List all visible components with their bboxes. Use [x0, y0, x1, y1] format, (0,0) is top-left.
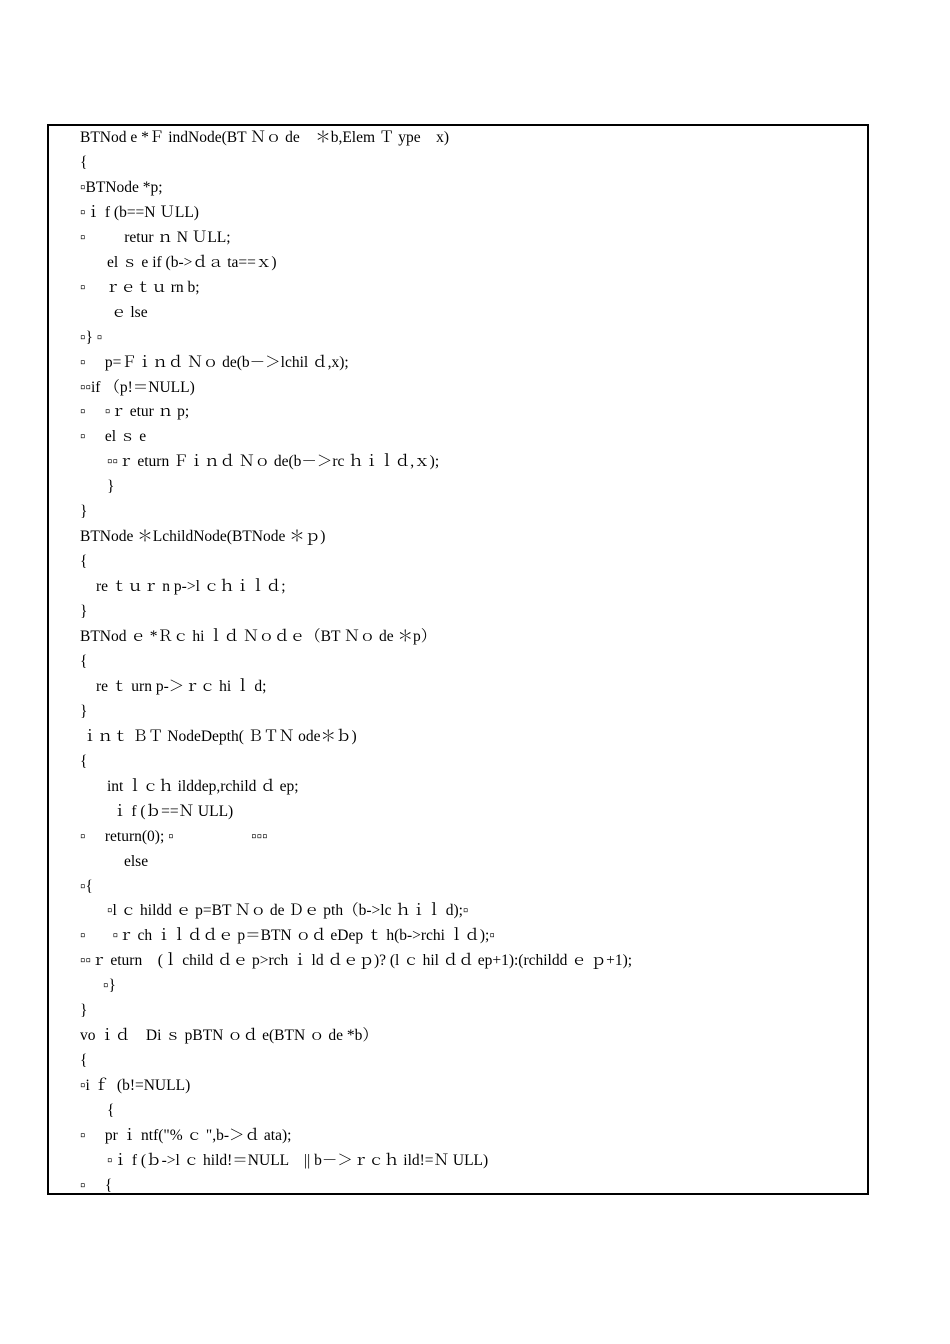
code-line: ▫l ｃ hildd ｅ p=BT Ｎｏ de Ｄｅ pth（b->lc ｈｉｌ d);▫: [107, 902, 469, 920]
code-line: ▫{: [80, 877, 93, 895]
code-line: ▫ ▫ｒ ch ｉｌｄｄｅ p＝BTN ｏｄ eDep ｔ h(b->rchi ｌｄ);▫: [80, 927, 495, 945]
code-line: }: [107, 478, 115, 496]
code-line: ｅ lse: [111, 303, 148, 321]
code-line: {: [80, 752, 88, 770]
code-line: ▫ p=Ｆｉｎｄ Ｎｏ de(b－＞lchil ｄ,x);: [80, 353, 349, 371]
code-line: re ｔ urn p-＞ｒｃ hi ｌ d;: [96, 677, 267, 695]
code-line: BTNod ｅ *Ｒｃ hi ｌｄ Ｎｏｄｅ（BT Ｎｏ de ＊p）: [80, 628, 437, 645]
code-line: ｉｎｔ ＢＴ NodeDepth( ＢＴＮ ode＊ｂ): [82, 727, 357, 745]
code-line: {: [107, 1102, 115, 1120]
code-line: int ｌｃｈ ilddep,rchild ｄ ep;: [107, 777, 299, 795]
code-line: ▫ ▫ｒ etur ｎ p;: [80, 403, 190, 421]
code-line: ｉ f (ｂ==Ｎ ULL): [112, 802, 234, 820]
code-line: {: [80, 153, 88, 171]
code-line: ▫ｉ f (ｂ->l ｃ hild!＝NULL || b－＞ｒｃｈ ild!=Ｎ ULL): [107, 1151, 489, 1169]
code-line: el ｓ e if (b->ｄａ ta==ｘ): [107, 253, 277, 271]
code-line: ▫ ｒｅｔｕ rn b;: [80, 278, 200, 296]
code-line: BTNode ＊LchildNode(BTNode ＊ｐ): [80, 528, 326, 546]
code-line: ▫▫ｒ eturn Ｆｉｎｄ Ｎｏ de(b－＞rc ｈｉｌｄ,ｘ);: [107, 453, 440, 471]
code-line: ▫ el ｓ e: [80, 428, 147, 446]
code-line: }: [80, 1002, 88, 1020]
code-line: ▫ return(0); ▫ ▫▫▫: [80, 827, 268, 845]
code-line: BTNod e *Ｆ indNode(BT Ｎｏ de ＊b,Elem Ｔ ype x): [80, 129, 450, 146]
code-line: ▫ retur ｎ N ＵLL;: [80, 228, 231, 246]
code-line: {: [80, 652, 88, 670]
code-line: ▫} ▫: [80, 328, 103, 346]
code-line: {: [80, 1052, 88, 1070]
code-line: ▫ {: [80, 1176, 113, 1194]
code-line: }: [80, 503, 88, 521]
code-line: ▫ｉ f (b==N ＵLL): [80, 203, 199, 221]
code-line: }: [80, 603, 88, 621]
code-line: }: [80, 702, 88, 720]
code-line: re ｔｕｒ n p->l ｃｈｉｌｄ;: [96, 578, 286, 596]
code-line: {: [80, 553, 88, 571]
code-line: ▫i ｆ (b!=NULL): [80, 1077, 191, 1095]
code-line: ▫BTNode *p;: [80, 178, 163, 196]
code-line: ▫▫if （p!＝NULL): [80, 378, 195, 396]
code-line: else: [124, 852, 149, 870]
code-line: ▫ pr ｉ ntf("% ｃ ",b-＞ｄ ata);: [80, 1127, 292, 1144]
code-line: vo ｉｄ Di ｓ pBTN ｏｄ e(BTN ｏ de *b）: [80, 1027, 378, 1045]
code-line: ▫}: [103, 977, 116, 995]
code-line: ▫▫ｒ eturn (ｌ child ｄｅ p>rch ｉ ld ｄｅｐ)? (l ｃ hil ｄｄ ep+1):(rchildd ｅ ｐ+1);: [80, 952, 633, 970]
